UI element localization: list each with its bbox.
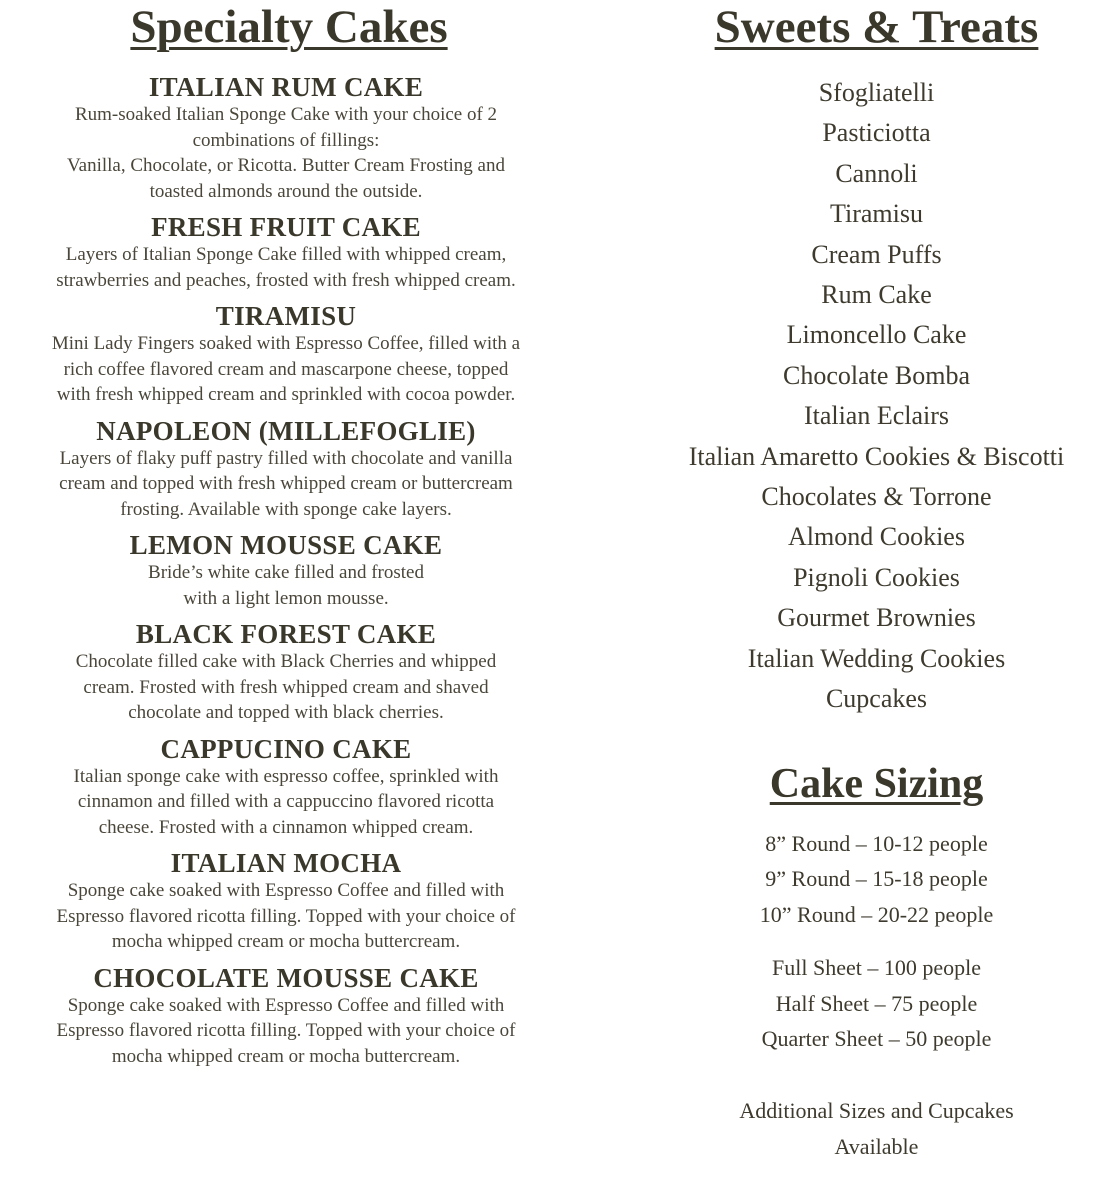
cake-name: LEMON MOUSSE CAKE [129, 530, 443, 560]
list-item: Cupcakes [825, 684, 928, 714]
cake-name: CAPPUCINO CAKE [160, 733, 412, 764]
size-line: Full Sheet – 100 people [772, 955, 981, 980]
size-line: Half Sheet – 75 people [775, 990, 978, 1016]
list-item: Cream Puffs [811, 239, 942, 269]
round-sizes-group [648, 826, 1105, 933]
cake-name: CHOCOLATE MOUSSE CAKE [93, 962, 479, 993]
size-line: Quarter Sheet – 50 people [761, 1026, 992, 1051]
cake-item [0, 302, 572, 408]
cake-description: Bride’s white cake filled and frosted with a light lemon mousse. [148, 562, 424, 609]
cake-description: Italian sponge cake with espresso coffee, sprinkled with cinnamon and filled with a cappuccino flavored ricotta cheese. Frosted with a cinnamon whipped cream. [73, 765, 499, 838]
size-line: 9” Round – 15-18 people [765, 866, 988, 891]
cake-name: ITALIAN RUM CAKE [148, 72, 424, 102]
cake-item [0, 213, 572, 293]
list-item: Pasticiotta [822, 118, 931, 148]
size-line: 10” Round – 20-22 people [759, 901, 994, 927]
additional-line: Available [834, 1133, 919, 1159]
additional-line: Additional Sizes and Cupcakes [739, 1097, 1014, 1123]
list-item: Gourmet Brownies [777, 603, 976, 633]
cake-item [0, 849, 572, 955]
list-item: Italian Amaretto Cookies & Biscotti [688, 441, 1065, 471]
list-item: Italian Wedding Cookies [747, 643, 1006, 673]
list-item: Chocolate Bomba [782, 360, 970, 390]
list-item: Pignoli Cookies [793, 562, 960, 592]
list-item: Chocolates & Torrone [761, 482, 992, 512]
list-item: Limoncello Cake [786, 320, 967, 350]
cake-name: TIRAMISU [215, 301, 357, 331]
cake-description: Sponge cake soaked with Espresso Coffee and filled with Espresso flavored ricotta filling. Topped with your choice of mocha whipped cream or mocha buttercream. [56, 994, 516, 1067]
size-line: 8” Round – 10-12 people [765, 830, 988, 856]
list-item: Rum Cake [821, 280, 932, 310]
list-item: Sfogliatelli [818, 78, 935, 107]
additional-sizes-note [648, 1093, 1105, 1165]
cake-name: BLACK FOREST CAKE [135, 619, 437, 649]
cake-sizing-title: Cake Sizing [769, 760, 984, 807]
cake-description: Rum-soaked Italian Sponge Cake with your choice of 2 combinations of fillings: Vanilla, Chocolate, or Ricotta. Butter Cream Frosting and toasted almonds around the outside. [67, 104, 505, 202]
cake-item [0, 964, 572, 1070]
cake-item [0, 620, 572, 726]
sheet-sizes-group [648, 950, 1105, 1057]
list-item: Tiramisu [830, 199, 923, 229]
specialty-cakes-list [0, 73, 572, 1069]
cake-name: FRESH FRUIT CAKE [151, 212, 421, 242]
specialty-cakes-column [0, 0, 572, 1078]
cake-name: ITALIAN MOCHA [170, 848, 402, 878]
cake-description: Layers of flaky puff pastry filled with chocolate and vanilla cream and topped with fresh whipped cream or buttercream frosting. Available with sponge cake layers. [59, 447, 513, 520]
cake-description: Sponge cake soaked with Espresso Coffee and filled with Espresso flavored ricotta filling. Topped with your choice of mocha whipped cream or mocha buttercream. [56, 880, 516, 952]
sweets-and-sizing-column [648, 0, 1105, 1165]
specialty-cakes-title: Specialty Cakes [130, 1, 448, 53]
cake-name: NAPOLEON (MILLEFOGLIE) [96, 415, 476, 446]
cake-item [0, 735, 572, 841]
cake-description: Chocolate filled cake with Black Cherries and whipped cream. Frosted with fresh whipped cream and shaved chocolate and topped with black cherries. [75, 651, 497, 723]
cake-item [0, 73, 572, 204]
cake-description: Mini Lady Fingers soaked with Espresso Coffee, filled with a rich coffee flavored cream and mascarpone cheese, topped with fresh whipped cream and sprinkled with cocoa powder. [51, 333, 521, 405]
list-item: Cannoli [835, 158, 918, 188]
cake-item [0, 417, 572, 523]
list-item: Almond Cookies [788, 522, 965, 552]
list-item: Italian Eclairs [803, 401, 950, 431]
cake-description: Layers of Italian Sponge Cake filled with whipped cream, strawberries and peaches, frosted with fresh whipped cream. [56, 244, 516, 291]
sweets-treats-list [648, 73, 1105, 720]
cake-item [0, 531, 572, 611]
sweets-treats-title: Sweets & Treats [714, 1, 1039, 53]
